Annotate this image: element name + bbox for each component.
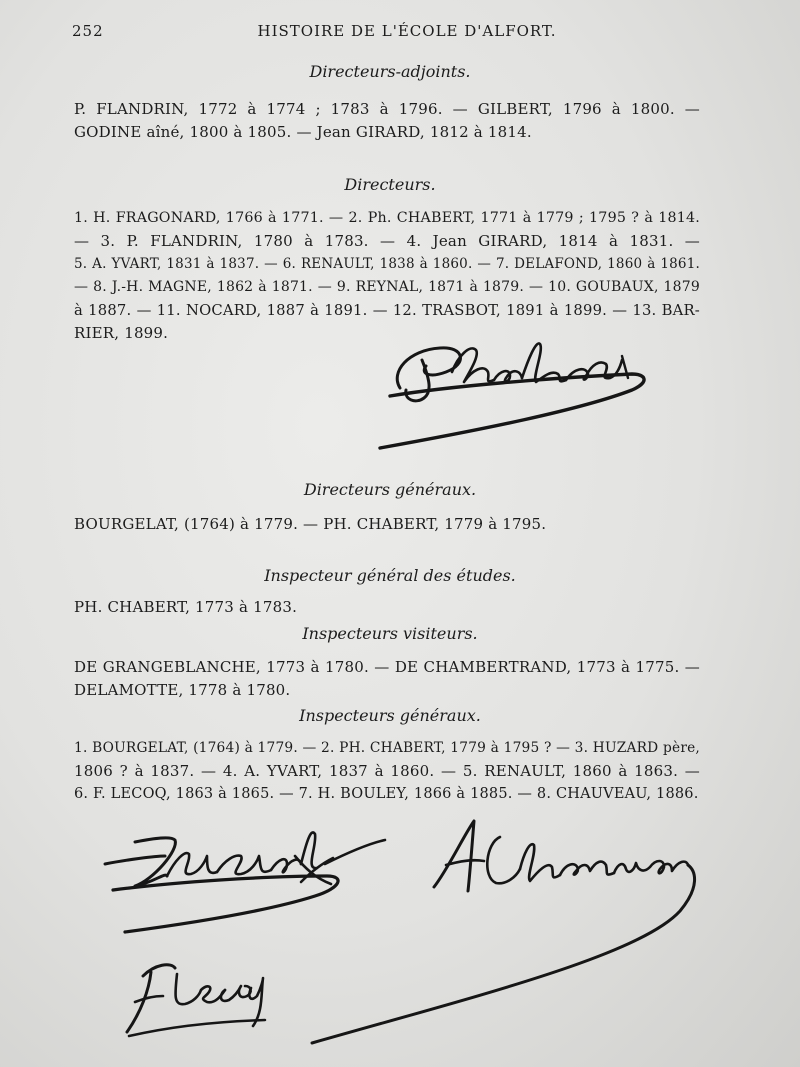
signature-chabert (360, 320, 660, 460)
text-line: à 1887. — 11. NOCARD, 1887 à 1891. — 12. TRASBOT, 1891 à 1899. — 13. BAR- (74, 302, 700, 319)
running-header (72, 22, 702, 46)
text-line: 5. A. YVART, 1831 à 1837. — 6. RENAULT, 1838 à 1860. — 7. DELAFOND, 1860 à 1861. (74, 256, 700, 272)
running-title: HISTOIRE DE L'ÉCOLE D'ALFORT. (257, 22, 557, 40)
section-body-inspecteur-general-des-etudes (74, 596, 700, 619)
section-title-directeurs-generaux: Directeurs généraux. (303, 480, 477, 499)
text-line: RIER, 1899. (74, 324, 169, 342)
section-title-inspecteurs-generaux: Inspecteurs généraux. (299, 706, 481, 725)
text-line: P. FLANDRIN, 1772 à 1774 ; 1783 à 1796. — GILBERT, 1796 à 1800. — (74, 100, 700, 118)
text-line: PH. CHABERT, 1773 à 1783. (74, 598, 298, 616)
text-line: — 3. P. FLANDRIN, 1780 à 1783. — 4. Jean GIRARD, 1814 à 1831. — (74, 232, 700, 250)
text-line: DE GRANGEBLANCHE, 1773 à 1780. — DE CHAMBERTRAND, 1773 à 1775. — (74, 658, 700, 676)
text-line: 1. H. FRAGONARD, 1766 à 1771. — 2. Ph. CHABERT, 1771 à 1779 ; 1795 ? à 1814. (74, 210, 700, 226)
text-line: 1806 ? à 1837. — 4. A. YVART, 1837 à 1860. — 5. RENAULT, 1860 à 1863. — (74, 762, 700, 780)
text-line: DELAMOTTE, 1778 à 1780. (74, 681, 291, 699)
text-line: GODINE aîné, 1800 à 1805. — Jean GIRARD, 1812 à 1814. (74, 123, 532, 141)
section-body-directeurs-generaux (74, 513, 700, 536)
section-title-inspecteurs-visiteurs: Inspecteurs visiteurs. (302, 624, 478, 643)
section-title-inspecteur-general-des-etudes: Inspecteur général des études. (264, 566, 516, 585)
section-body-inspecteurs-generaux (74, 737, 700, 806)
text-line: 1. BOURGELAT, (1764) à 1779. — 2. PH. CHABERT, 1779 à 1795 ? — 3. HUZARD père, (74, 740, 700, 756)
text-line: BOURGELAT, (1764) à 1779. — PH. CHABERT, 1779 à 1795. (74, 515, 547, 533)
section-title-directeurs-adjoints: Directeurs-adjoints. (309, 62, 471, 81)
signature-lecoq (115, 950, 275, 1045)
text-line: — 8. J.-H. MAGNE, 1862 à 1871. — 9. REYNAL, 1871 à 1879. — 10. GOUBAUX, 1879 (74, 279, 700, 295)
section-body-directeurs-adjoints (74, 98, 700, 144)
section-body-inspecteurs-visiteurs (74, 656, 700, 702)
signature-chauveau (300, 815, 720, 1050)
text-line: 6. F. LECOQ, 1863 à 1865. — 7. H. BOULEY, 1866 à 1885. — 8. CHAUVEAU, 1886. (74, 786, 699, 802)
page-number: 252 (72, 22, 104, 40)
section-title-directeurs: Directeurs. (344, 175, 436, 194)
